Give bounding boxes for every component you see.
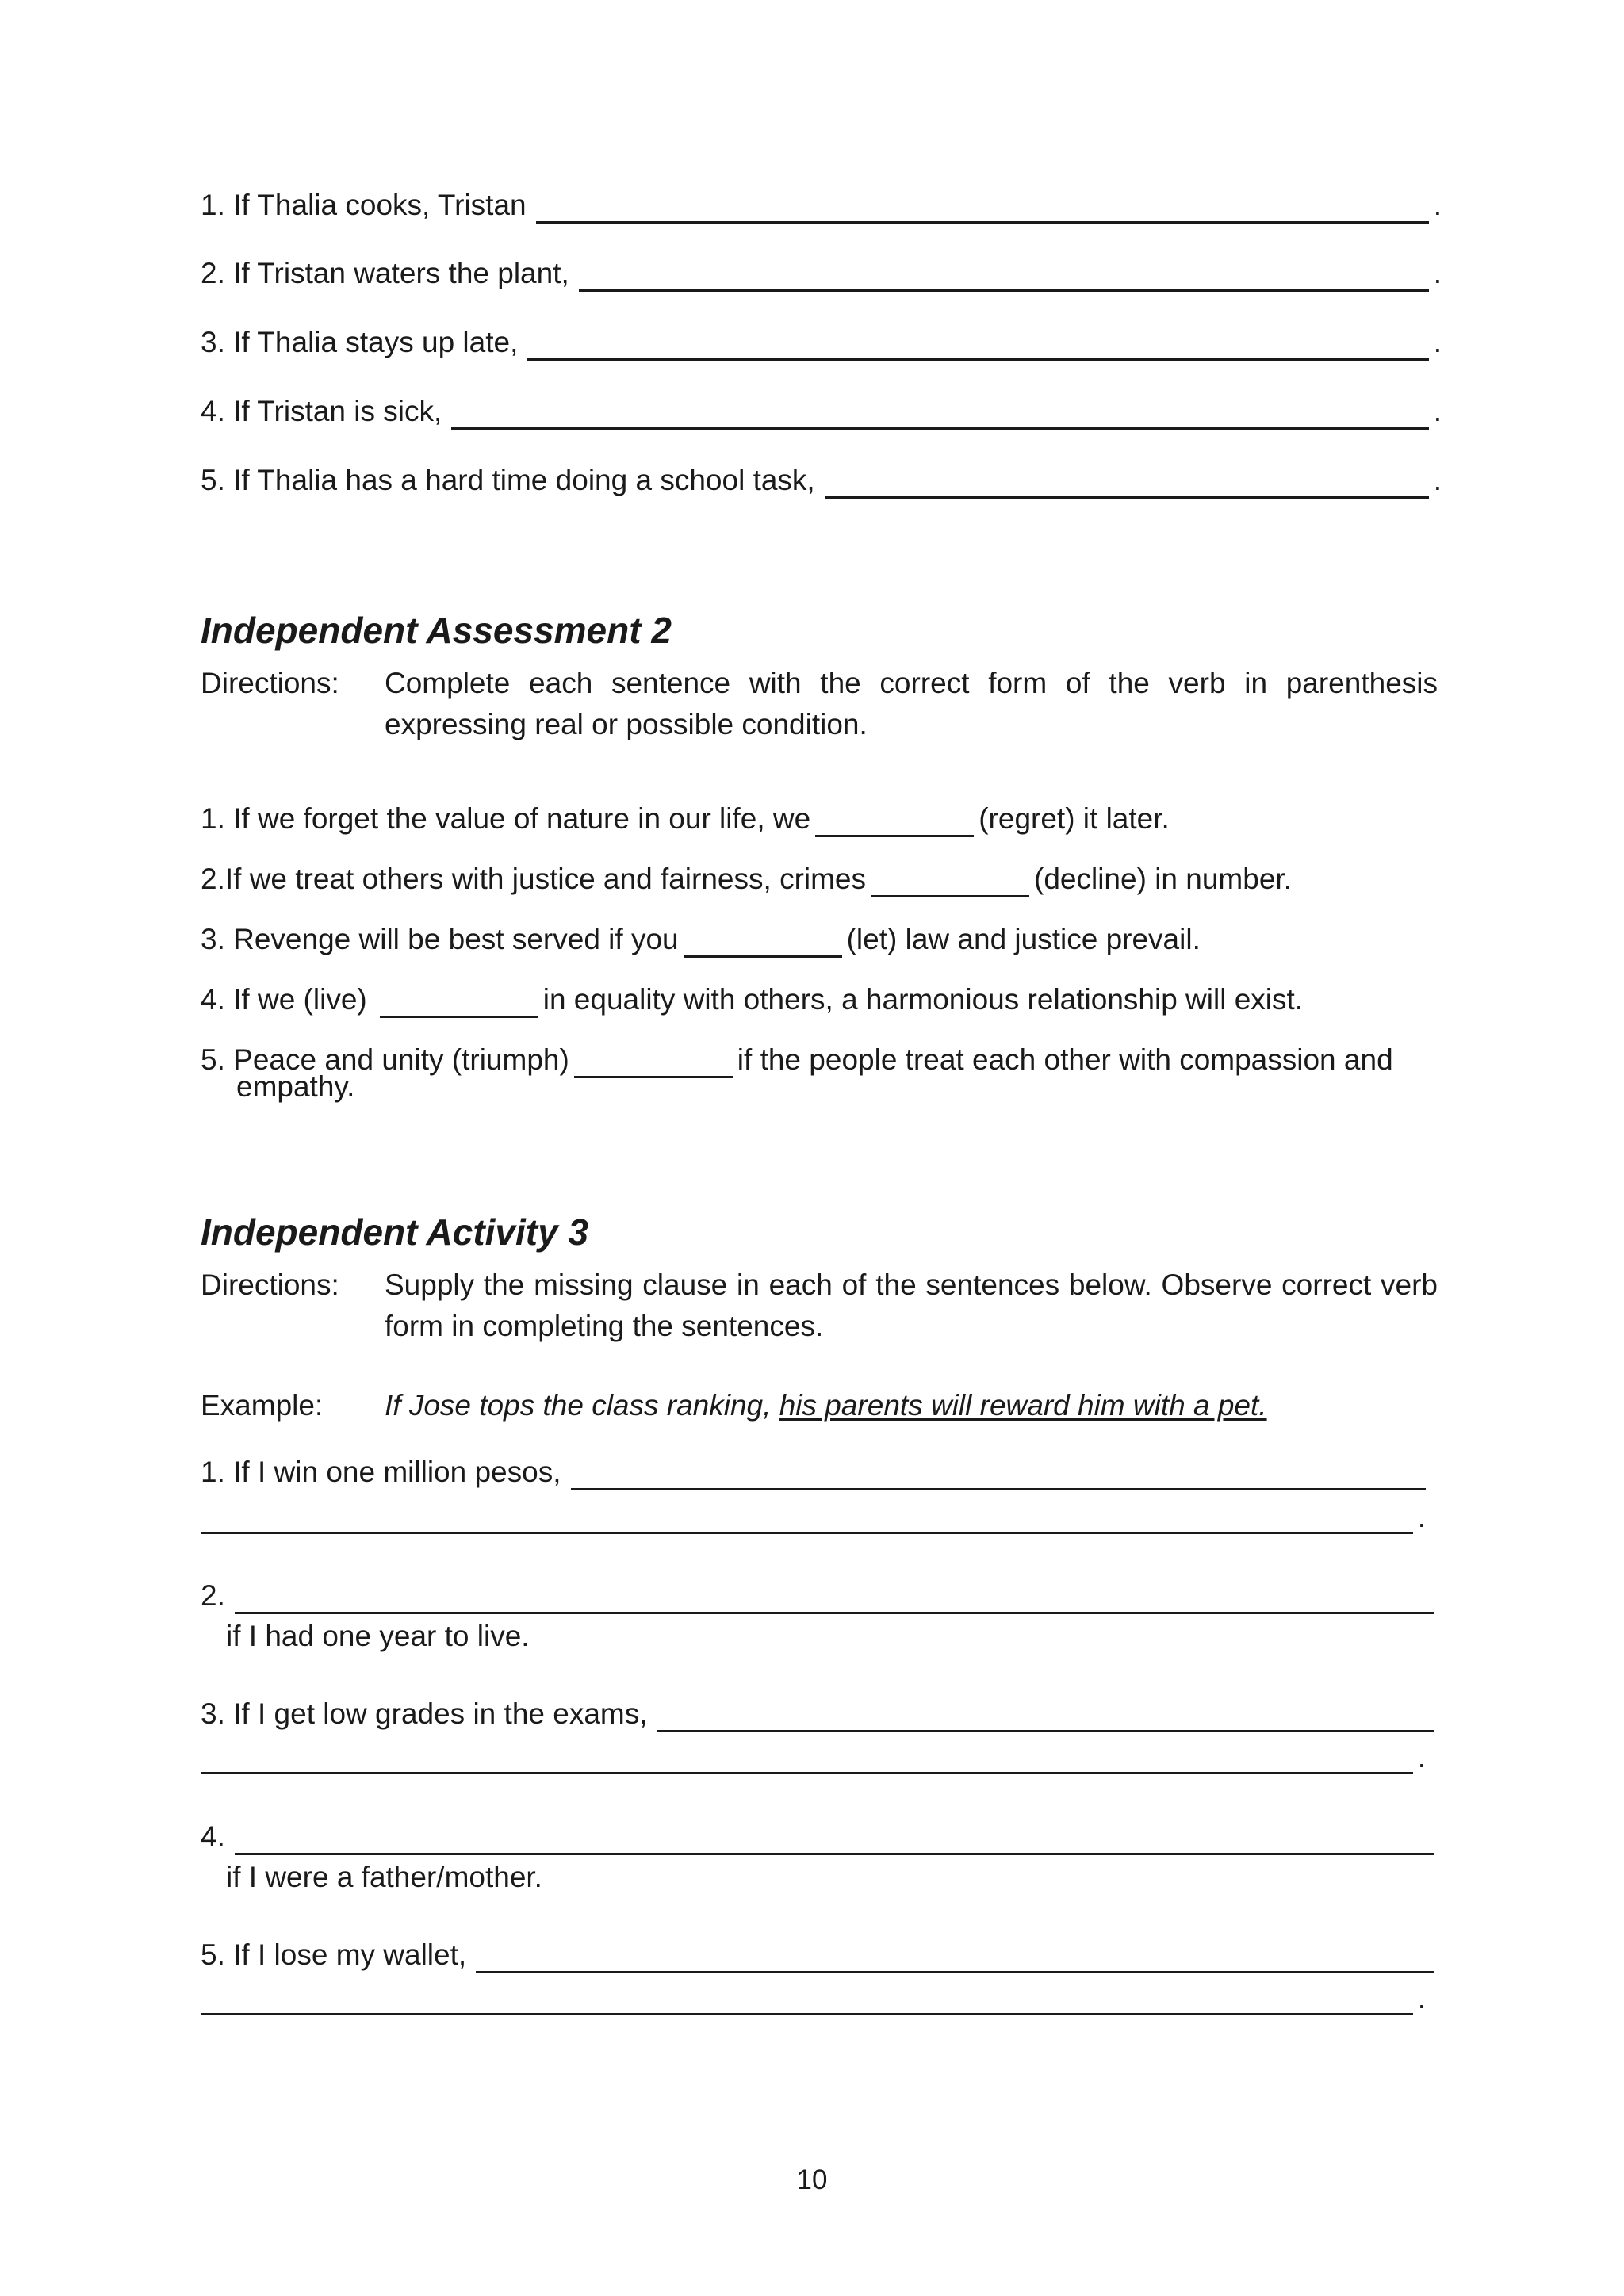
a2-item-text: 3. Revenge will be best served if you [201, 923, 679, 955]
a2-item-5-continuation: empathy. [236, 1070, 355, 1103]
a3-item-4-end: if I were a father/mother. [226, 1861, 542, 1893]
verb-blank[interactable] [871, 865, 1029, 897]
period: . [1417, 1982, 1426, 2015]
a3-item-3 [201, 1696, 1434, 1732]
s1-item-2-text: 2. If Tristan waters the plant, [201, 257, 569, 289]
example-sentence [385, 1389, 1267, 1422]
directions-text: Supply the missing clause in each of the sentences below. Observe correct verb form in completing the sentences. [385, 1269, 1438, 1342]
a2-item-1 [201, 801, 1170, 837]
a3-item-1-line2 [201, 1501, 1426, 1534]
verb-blank[interactable] [815, 805, 974, 837]
a2-item-4 [201, 982, 1303, 1018]
a3-item-5-line2 [201, 1982, 1426, 2015]
example-answer: his parents will reward him with a pet. [779, 1389, 1267, 1422]
a3-item-number: 4. [201, 1820, 225, 1853]
answer-blank[interactable] [527, 328, 1428, 361]
a2-item-text: (decline) in number. [1034, 863, 1292, 895]
period: . [1433, 257, 1442, 289]
verb-blank[interactable] [380, 985, 538, 1018]
s1-item-5 [201, 462, 1442, 499]
a2-item-2 [201, 861, 1292, 897]
a3-item-3-line2 [201, 1741, 1426, 1774]
period: . [1433, 395, 1442, 427]
a3-item-2-end: if I had one year to live. [226, 1620, 530, 1652]
directions-text: Complete each sentence with the correct form of the verb in parenthesis expressing real or possible condition. [385, 667, 1438, 740]
answer-blank[interactable] [571, 1458, 1427, 1490]
s1-item-5-text: 5. If Thalia has a hard time doing a school task, [201, 464, 815, 496]
a2-item-text: in equality with others, a harmonious relationship will exist. [542, 983, 1304, 1016]
period: . [1417, 1501, 1426, 1533]
s1-item-3 [201, 324, 1442, 361]
answer-blank[interactable] [451, 397, 1428, 430]
answer-blank[interactable] [536, 191, 1429, 224]
assessment-2-directions [201, 663, 1438, 745]
assessment-2-title: Independent Assessment 2 [201, 610, 672, 651]
period: . [1433, 189, 1442, 221]
a2-item-5 [201, 1042, 1393, 1078]
a2-item-3 [201, 921, 1201, 958]
page-number: 10 [796, 2164, 828, 2195]
s1-item-1-text: 1. If Thalia cooks, Tristan [201, 189, 527, 221]
period: . [1433, 464, 1442, 496]
directions-label: Directions: [201, 1269, 339, 1301]
answer-blank[interactable] [476, 1941, 1434, 1973]
answer-blank[interactable] [201, 1502, 1413, 1534]
a2-item-text: 5. Peace and unity (triumph) [201, 1043, 569, 1076]
a3-item-1 [201, 1454, 1426, 1490]
a3-item-4 [201, 1819, 1434, 1855]
answer-blank[interactable] [235, 1582, 1434, 1614]
a3-item-5 [201, 1937, 1434, 1973]
example-label: Example: [201, 1389, 324, 1422]
s1-item-2 [201, 255, 1442, 292]
period: . [1417, 1741, 1426, 1774]
a3-item-text: 1. If I win one million pesos, [201, 1456, 561, 1488]
period: . [1433, 326, 1442, 358]
s1-item-1 [201, 187, 1442, 224]
a2-item-text: 2.If we treat others with justice and fairness, crimes [201, 863, 867, 895]
answer-blank[interactable] [825, 466, 1429, 499]
activity-3-directions [201, 1265, 1438, 1347]
a3-item-number: 2. [201, 1579, 225, 1612]
answer-blank[interactable] [201, 1983, 1413, 2015]
a3-item-2 [201, 1578, 1434, 1614]
answer-blank[interactable] [579, 259, 1429, 292]
verb-blank[interactable] [574, 1046, 733, 1078]
a3-item-text: 5. If I lose my wallet, [201, 1938, 467, 1971]
example-condition: If Jose tops the class ranking, [385, 1389, 772, 1422]
s1-item-4 [201, 393, 1442, 430]
a2-item-text: if the people treat each other with compassion and [737, 1043, 1393, 1076]
a2-item-text: 1. If we forget the value of nature in our life, we [201, 802, 811, 835]
activity-3-title: Independent Activity 3 [201, 1211, 589, 1253]
answer-blank[interactable] [657, 1700, 1434, 1732]
example-line [201, 1389, 1267, 1422]
s1-item-3-text: 3. If Thalia stays up late, [201, 326, 519, 358]
a2-item-text: (regret) it later. [979, 802, 1170, 835]
directions-label: Directions: [201, 667, 339, 699]
a2-item-text: (let) law and justice prevail. [846, 923, 1201, 955]
answer-blank[interactable] [201, 1742, 1413, 1774]
s1-item-4-text: 4. If Tristan is sick, [201, 395, 442, 427]
verb-blank[interactable] [684, 925, 842, 958]
answer-blank[interactable] [235, 1823, 1434, 1855]
a3-item-text: 3. If I get low grades in the exams, [201, 1697, 648, 1730]
a2-item-text: 4. If we (live) [201, 983, 367, 1016]
